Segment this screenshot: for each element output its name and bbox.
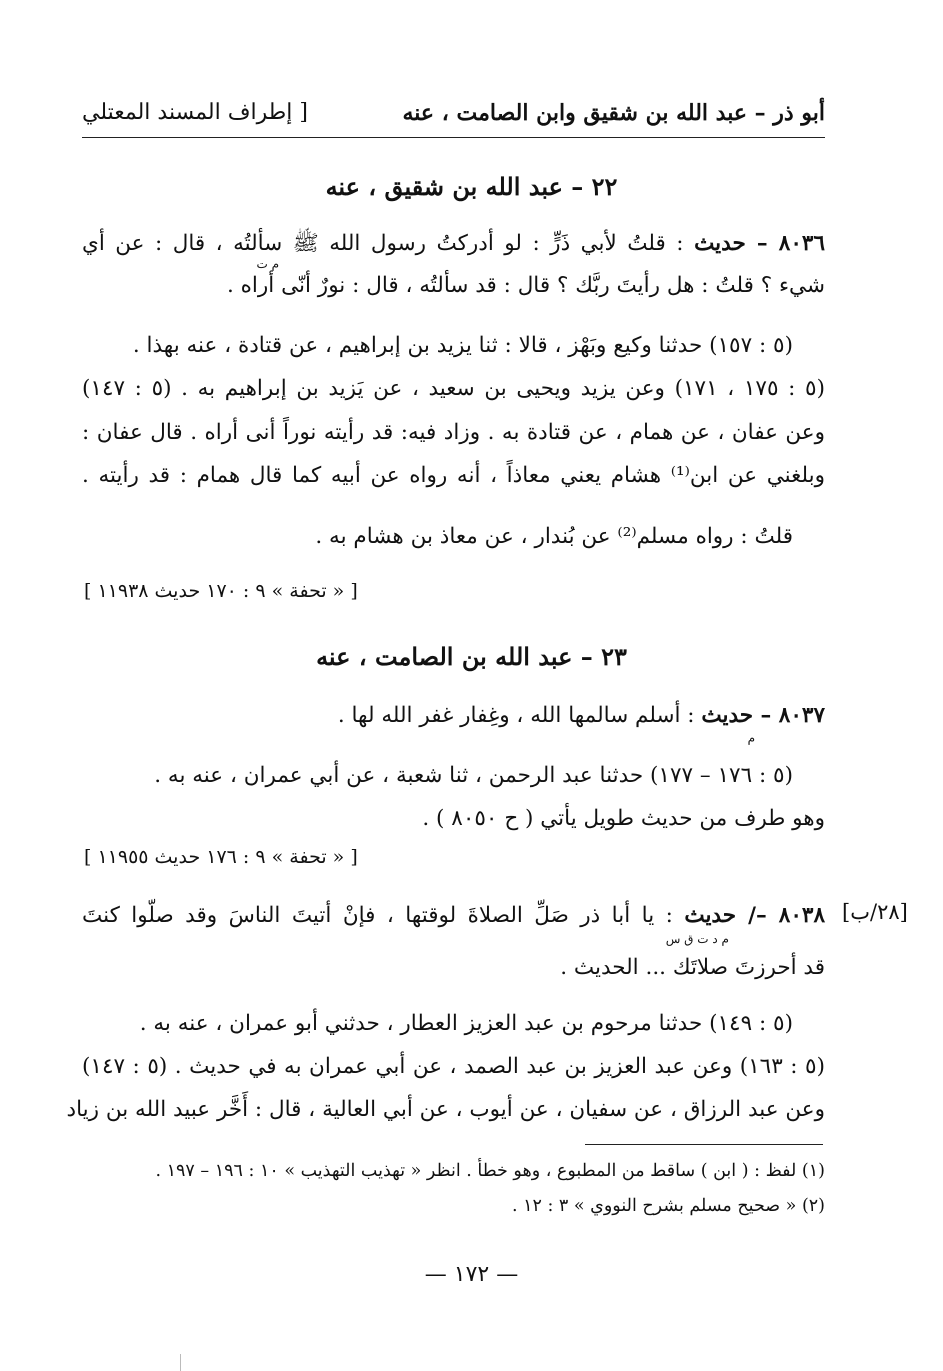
hadith-8037-line1 (338, 703, 825, 728)
hadith-text: : أسلم سالمها الله ، وغِفار غفر الله لها . (337, 703, 695, 728)
section-heading-23: ٢٣ – عبد الله بن الصامت ، عنه (316, 642, 627, 671)
chain-line: (٥ : ١٥٧) حدثنا وكيع وبَهْز ، قالا : ثنا يزيد بن إبراهيم ، عن قتادة ، عنه بهذا . (132, 333, 793, 358)
hadith-text: : قلتُ لأبي ذَرٍّ : لو أدركتُ رسول الله ﷺ سألتُه ، قال : عن أي (82, 231, 684, 256)
header-rule (82, 137, 825, 138)
footnote-2: (٢) « صحيح مسلم بشرح النووي » ٣ : ١٢ . (511, 1196, 825, 1216)
running-header-title: أبو ذر – عبد الله بن شقيق وابن الصامت ، عنه (402, 100, 825, 126)
chain-line: (٥ : ١٤٩) حدثنا مرحوم بن عبد العزيز العطار ، حدثني أبو عمران ، عنه به . (139, 1011, 793, 1036)
chain-line: (٥ : ١٧٥ ، ١٧١) وعن يزيد ويحيى بن سعيد ، عن يَزيد بن إبراهيم به . (٥ : ١٤٧) (82, 376, 825, 401)
hadith-number: ٨٠٣٧ – حديث (701, 703, 825, 728)
chain-line: (٥ : ١٧٦ – ١٧٧) حدثنا عبد الرحمن ، ثنا شعبة ، عن أبي عمران ، عنه به . (154, 763, 793, 788)
chain-line: وبلغني عن ابن⁽¹⁾ هشام يعني معاذاً ، أنه رواه عن أبيه كما قال همام : قد رأيته . (82, 463, 825, 488)
hadith-8036-line2: شيء ؟ قلتُ : هل رأيتَ ربَّك ؟ قال : قد سألتُه ، قال : نورٌ أنّى أراه . (227, 273, 825, 298)
hadith-text: : يا أبا ذر صَلِّ الصلاةَ لوقتها ، فإنْ أتيتَ الناسَ وقد صلّوا كنتَ (82, 903, 673, 928)
chain-line: (٥ : ١٦٣) وعن عبد العزيز بن عبد الصمد ، عن أبي عمران به في حديث . (٥ : ١٤٧) (82, 1054, 825, 1079)
hadith-number: ٨٠٣٨ –/ حديث (684, 903, 825, 928)
footnote-1: (١) لفظ : ( ابن ) ساقط من المطبوع ، وهو خطأ . انظر « تهذيب التهذيب » ١٠ : ١٩٦ – ١٩٧ . (155, 1161, 825, 1181)
page-number: — ١٧٢ — (424, 1262, 519, 1287)
tuhfa-reference: [ « تحفة » ٩ : ١٧٦ حديث ١١٩٥٥ ] (84, 846, 358, 868)
hadith-8036-line1 (82, 230, 825, 261)
footnote-rule (585, 1144, 823, 1145)
folio-margin-note: [٢٨/ب] (842, 900, 908, 924)
author-note: قلتُ : رواه مسلم⁽²⁾ عن بُندار ، عن معاذ بن هشام به . (315, 524, 793, 549)
hadith-8038-line2: قد أحرزتَ صلاتَك ... الحديث . (560, 955, 825, 980)
chain-line: وعن عبد الرزاق ، عن سفيان ، عن أيوب ، عن أبي العالية ، قال : أَخَّر عبيد الله بن زياد (66, 1097, 825, 1122)
scan-artifact (180, 1354, 181, 1371)
chain-line: وعن عفان ، عن همام ، عن قتادة به . وزاد فيه: قد رأيته نوراً أنى أراه . قال عفان : (82, 420, 825, 445)
section-heading-22: ٢٢ – عبد الله بن شقيق ، عنه (325, 172, 618, 201)
chain-line: وهو طرف من حديث طويل يأتي ( ح ٨٠٥٠ ) . (422, 806, 825, 831)
running-header-book: [ إطراف المسند المعتلي (82, 100, 308, 125)
source-marks: م ت (256, 257, 279, 271)
source-marks: م (747, 731, 755, 745)
tuhfa-reference: [ « تحفة » ٩ : ١٧٠ حديث ١١٩٣٨ ] (84, 580, 358, 602)
hadith-8038-line1 (82, 903, 825, 928)
source-marks: م د ت ق س (665, 932, 729, 946)
hadith-number: ٨٠٣٦ – حديث (694, 231, 825, 256)
